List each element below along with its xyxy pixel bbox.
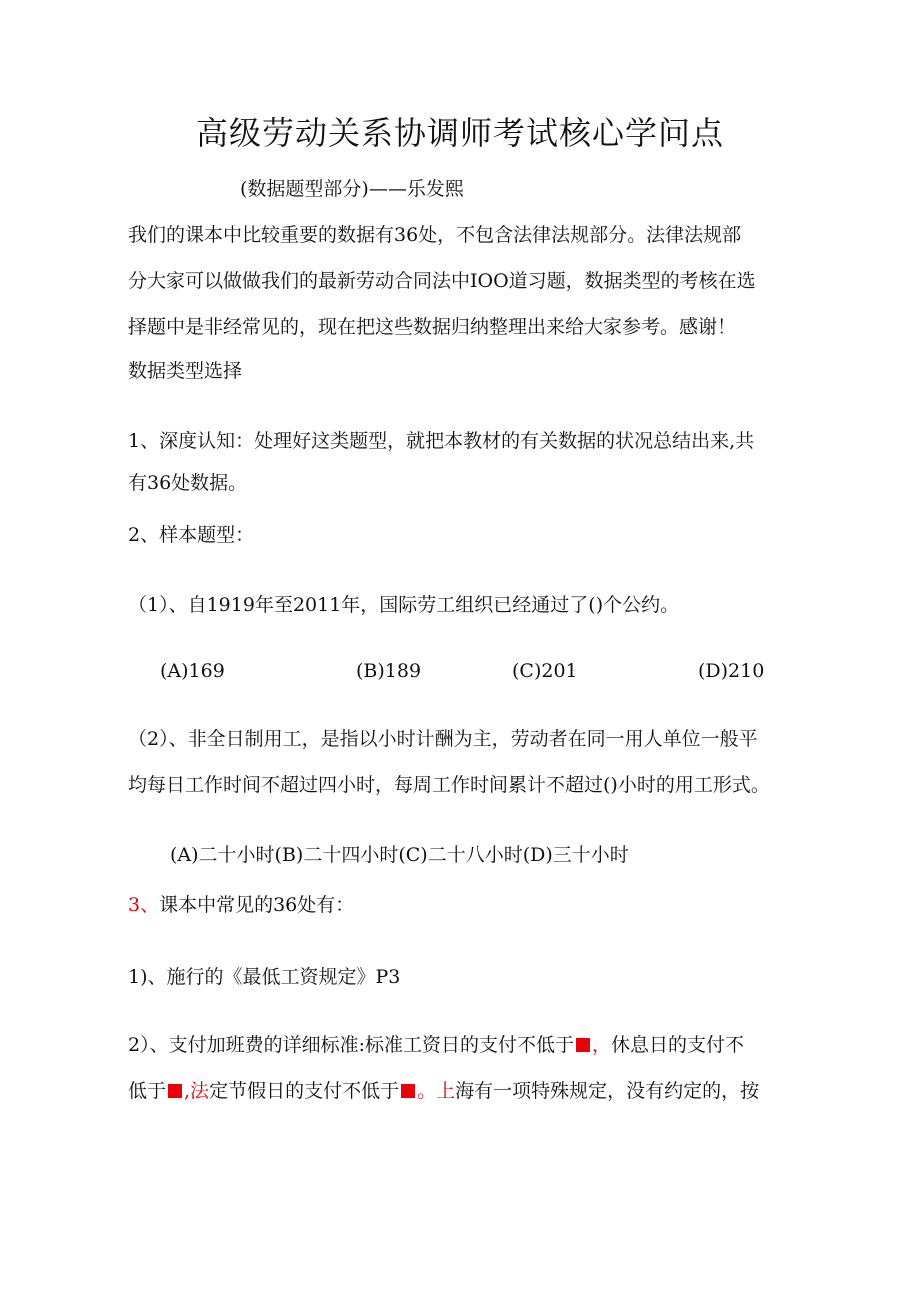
item3-text: 课本中常见的36处有： [159, 894, 355, 916]
intro-line-3: 择题中是非经常见的，现在把这些数据归纳整理出来给大家参考。感谢！ [128, 316, 737, 338]
redaction-square [168, 1084, 182, 1098]
sub-item-2-line-2 [128, 1078, 759, 1104]
section-heading: 数据类型选择 [128, 360, 243, 382]
document-subtitle: (数据题型部分)——乐发熙 [240, 178, 464, 200]
item1-line-2: 有36处数据。 [128, 472, 248, 494]
sub-item-2-text-e: 定节假日的支付不低于 [209, 1080, 400, 1102]
item1-line-1: 1、深度认知：处理好这类题型，就把本教材的有关数据的状况总结出来,共 [128, 430, 755, 452]
item3-heading [128, 892, 354, 918]
redaction-square [401, 1084, 415, 1098]
sub-item-2-text-d: 低于 [128, 1080, 167, 1102]
sub-item-2-line-1 [128, 1032, 744, 1058]
intro-line-2: 分大家可以做做我们的最新劳动合同法中IOO道习题，数据类型的考核在选 [128, 270, 756, 292]
question-1-option-a: (A)169 [160, 660, 225, 682]
intro-line-1: 我们的课本中比较重要的数据有36处，不包含法律法规部分。法律法规部 [128, 224, 742, 246]
sub-item-2-red-comma: ， [592, 1034, 612, 1056]
question-1-stem: （1）、自1919年至2011年，国际劳工组织已经通过了()个公约。 [128, 594, 680, 616]
question-2-stem-line-2: 均每日工作时间不超过四小时，每周工作时间累计不超过()小时的用工形式。 [128, 774, 770, 796]
item2-heading: 2、样本题型： [128, 524, 255, 546]
question-1-option-b: (B)189 [356, 660, 422, 682]
question-2-options: (A)二十小时(B)二十四小时(C)二十八小时(D)三十小时 [170, 844, 629, 866]
sub-item-1: 1)、施行的《最低工资规定》P3 [128, 966, 401, 988]
sub-item-2-text-f: 海有一项特殊规定，没有约定的，按 [455, 1080, 760, 1102]
sub-item-2-text-c: 休息日的支付不 [611, 1034, 745, 1056]
question-1-option-d: (D)210 [698, 660, 765, 682]
sub-item-2-red-shang: 。上 [417, 1080, 456, 1102]
question-2-stem-line-1: （2）、非全日制用工，是指以小时计酬为主，劳动者在同一用人单位一般平 [128, 728, 758, 750]
document-title: 高级劳动关系协调师考试核心学问点 [195, 114, 724, 152]
item3-number: 3、 [128, 894, 160, 916]
redaction-square [576, 1038, 590, 1052]
sub-item-2-text-a: 2）、支付加班费的详细标准:标准工资日的支付不低于 [128, 1034, 574, 1056]
sub-item-2-red-fa: ,法 [184, 1080, 210, 1102]
question-1-option-c: (C)201 [512, 660, 578, 682]
